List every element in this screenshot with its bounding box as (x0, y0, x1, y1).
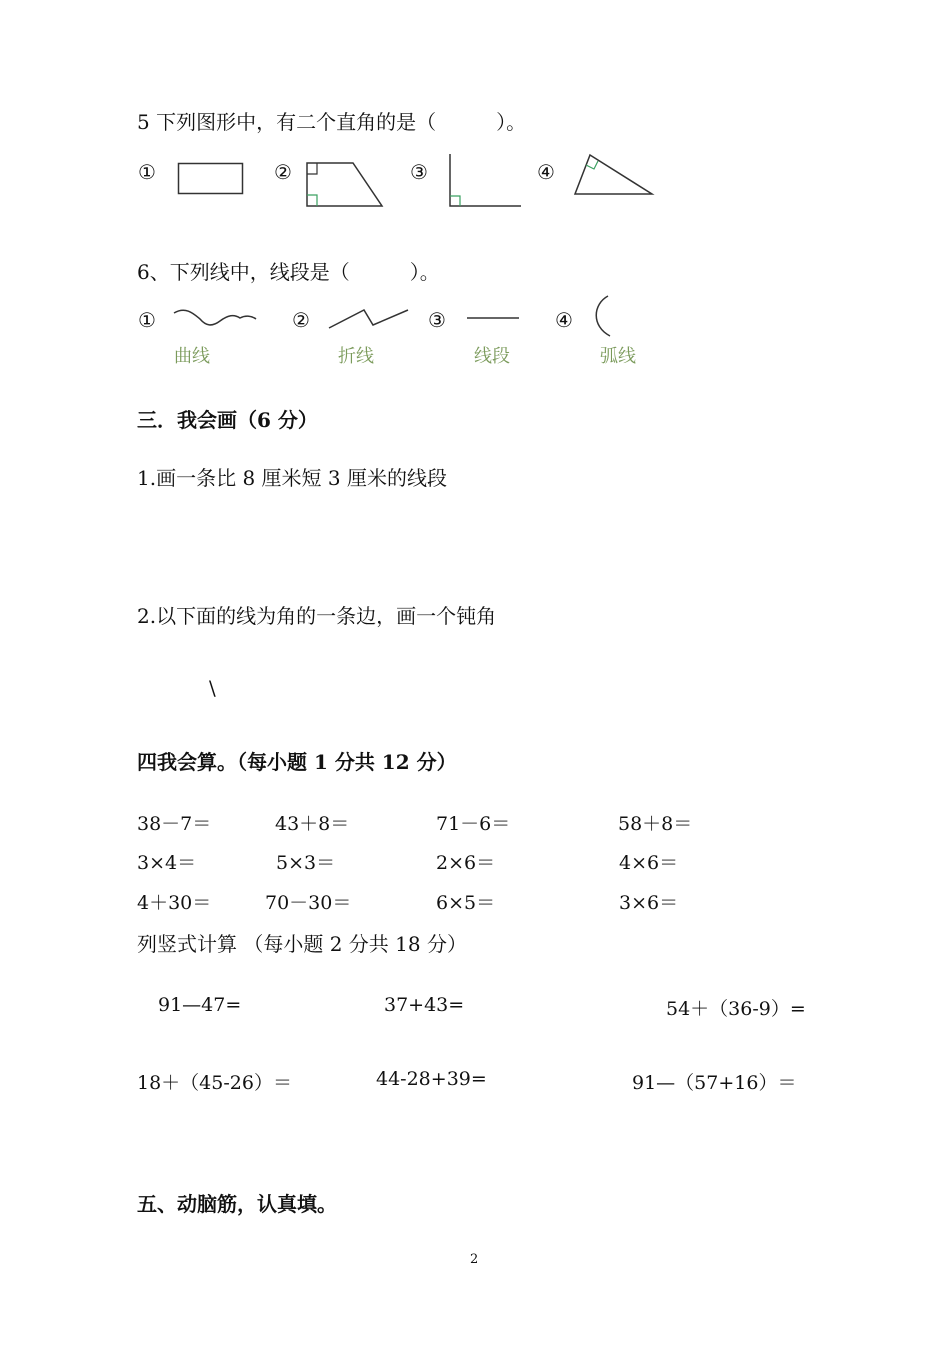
q5-mark-1: ① (138, 160, 156, 184)
section-4-title: 四我会算。（每小题 1 分共 12 分） (137, 750, 457, 774)
calc-item: 4×6＝ (619, 852, 679, 874)
label-arc: 弧线 (600, 346, 636, 367)
calc-item: 43＋8＝ (275, 813, 350, 835)
vertical-item: 37+43= (384, 994, 465, 1016)
rectangle-figure (178, 163, 244, 195)
q5-text: 5 下列图形中，有二个直角的是（ ）。 (137, 110, 527, 134)
page-number: 2 (470, 1252, 479, 1267)
vertical-item: 18＋（45-26）＝ (137, 1072, 292, 1094)
calc-item: 3×6＝ (619, 892, 679, 914)
q5-mark-3: ③ (410, 160, 428, 184)
q6-mark-1: ① (138, 308, 156, 332)
right-angle-figure (448, 153, 524, 209)
vertical-item: 91—47= (158, 994, 242, 1016)
calc-item: 71－6＝ (436, 813, 511, 835)
vertical-calc-title: 列竖式计算 （每小题 2 分共 18 分） (137, 932, 467, 956)
vertical-item: 54＋（36-9）= (666, 998, 806, 1020)
right-trapezoid-figure (306, 162, 386, 208)
calc-item: 58＋8＝ (618, 813, 693, 835)
vertical-item: 91—（57+16）＝ (632, 1072, 797, 1094)
calc-item: 4＋30＝ (137, 892, 212, 914)
q6-mark-3: ③ (428, 308, 446, 332)
calc-item: 38－7＝ (137, 813, 212, 835)
line-segment-figure (466, 316, 522, 320)
q5-mark-4: ④ (537, 160, 555, 184)
angle-side-line: \ (209, 676, 216, 700)
calc-item: 70－30＝ (265, 892, 352, 914)
label-polyline: 折线 (338, 346, 374, 367)
calc-item: 3×4＝ (137, 852, 197, 874)
q6-mark-4: ④ (555, 308, 573, 332)
section-5-title: 五、动脑筋，认真填。 (137, 1192, 337, 1216)
right-triangle-figure (573, 153, 655, 199)
draw-item-2: 2.以下面的线为角的一条边，画一个钝角 (137, 604, 497, 628)
q5-mark-2: ② (274, 160, 292, 184)
calc-item: 6×5＝ (436, 892, 496, 914)
label-curve: 曲线 (174, 346, 210, 367)
polyline-figure (327, 306, 411, 332)
q6-mark-2: ② (292, 308, 310, 332)
vertical-item: 44-28+39= (376, 1068, 487, 1090)
label-segment: 线段 (474, 346, 510, 367)
calc-item: 5×3＝ (276, 852, 336, 874)
curve-line-figure (172, 306, 258, 330)
q6-text: 6、下列线中，线段是（ ）。 (137, 260, 440, 284)
section-3-title: 三．我会画（6 分） (137, 408, 318, 432)
arc-figure (592, 294, 616, 340)
calc-item: 2×6＝ (436, 852, 496, 874)
draw-item-1: 1.画一条比 8 厘米短 3 厘米的线段 (137, 466, 447, 490)
